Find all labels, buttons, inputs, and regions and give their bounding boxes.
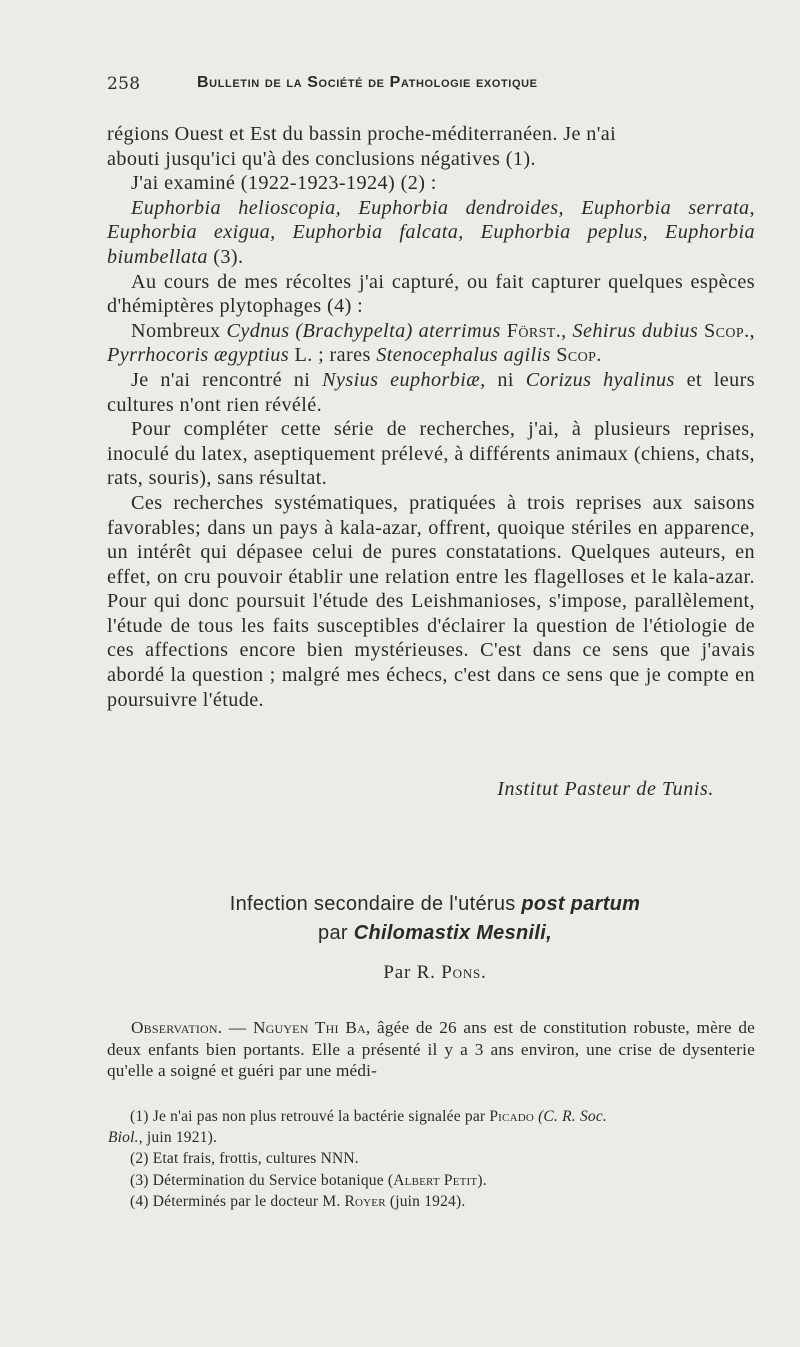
body-text — [107, 122, 755, 712]
text: , juin 1921). — [138, 1129, 218, 1147]
footnote-ref: Biol. — [108, 1129, 139, 1147]
author-abbrev: Först., — [500, 319, 573, 342]
species-list: Euphorbia helioscopia, Euphorbia dendroides, Euphorbia serrata, Euphorbia exigua, Euphorbia falcata, Euphorbia peplus, Euphorbia biumbellata — [107, 196, 755, 268]
footnote-2: (2) Etat frais, frottis, cultures NNN. — [130, 1150, 359, 1168]
text: (1) Je n'ai pas non plus retrouvé la bactérie signalée par — [130, 1108, 490, 1125]
species: Nysius euphorbiæ, — [322, 368, 486, 391]
text: ni — [485, 368, 526, 391]
text: et leurs cultures n'ont rien révélé. — [107, 368, 756, 416]
paragraph: Au cours de mes récoltes j'ai capturé, ou fait capturer quelques espèces d'hémiptères plytophages (4) : — [107, 270, 755, 318]
species: Cydnus (Brachypelta) aterrimus — [226, 319, 501, 342]
patient-name: Nguyen Thi Ba — [252, 1018, 366, 1037]
text: (4) Déterminés par le docteur M. — [130, 1192, 345, 1210]
paragraph-species-list — [107, 196, 755, 270]
text: , âgée de 26 ans est de constitution robuste, mère de deux enfants bien portants. Elle a présenté il y a 3 ans environ, une crise de dysenterie qu'elle a soigné et guéri par une médi- — [107, 1018, 755, 1080]
paragraph-line: abouti jusqu'ici qu'à des conclusions négatives (1). — [107, 147, 536, 170]
observation-paragraph — [107, 1017, 755, 1082]
article-title — [150, 890, 720, 948]
observation-label: Observation. — [131, 1018, 223, 1037]
footnote-name: Picado — [489, 1108, 534, 1125]
running-header — [107, 74, 667, 100]
text: (3) Détermination du Service botanique ( — [130, 1171, 394, 1189]
observation-text — [107, 1017, 755, 1082]
paragraph: J'ai examiné (1922-1923-1924) (2) : — [131, 172, 437, 195]
title-part: Infection secondaire de l'utérus — [229, 893, 522, 915]
footnote-ref: (C. R. Soc. — [534, 1108, 607, 1125]
author-abbrev: L. ; rares — [289, 344, 377, 367]
species: Sehirus dubius — [572, 319, 699, 342]
text: ). — [477, 1171, 487, 1189]
author-name: R. Pons. — [416, 962, 487, 983]
text: Nombreux — [131, 319, 227, 342]
paragraph-line: régions Ouest et Est du bassin proche-méditerranéen. Je n'ai — [107, 123, 617, 145]
paragraph-continued — [107, 122, 755, 171]
species: Pyrrhocoris ægyptius — [107, 344, 290, 367]
title-part: par — [318, 922, 354, 944]
text: (juin 1924). — [385, 1192, 466, 1210]
footnote-3 — [130, 1170, 755, 1191]
article-author — [150, 962, 720, 984]
text: Je n'ai rencontré ni — [131, 368, 323, 391]
journal-title: Bulletin de la Société de Pathologie exotique — [197, 74, 538, 91]
species: Corizus hyalinus — [525, 368, 675, 391]
signature: Institut Pasteur de Tunis. — [497, 778, 714, 800]
title-part-italic: Chilomastix Mesnili, — [353, 922, 552, 944]
footnote-1-cont — [108, 1127, 755, 1148]
author-prefix: Par — [383, 962, 417, 983]
text: — — [222, 1018, 253, 1037]
author-abbrev: Scop., — [698, 319, 755, 342]
species: Stenocephalus agilis — [376, 344, 551, 367]
note-ref: (3). — [207, 245, 244, 268]
page-number: 258 — [107, 74, 141, 94]
footnotes — [108, 1106, 755, 1212]
paragraph: Pour compléter cette série de recherches, j'ai, à plusieurs reprises, inoculé du latex, aseptiquement prélevé, à différents animaux (chiens, chats, rats, souris), sans résultat. — [107, 418, 755, 490]
paragraph-hemiptera — [107, 319, 755, 368]
footnote-name: Royer — [344, 1192, 386, 1210]
paragraph: Ces recherches systématiques, pratiquées à trois reprises aux saisons favorables; dans un pays à kala-azar, offrent, quoique stériles en apparence, un intérêt qui dépasee celui de pures constatations. Quelques auteurs, en effet, on cru pouvoir établir une relation entre les flagelloses et le kala-azar. Pour qui donc poursuit l'étude des Leishmanioses, s'impose, parallèlement, l'étude de tous les faits susceptibles d'éclairer la question de l'étiologie de ces affections encore bien mystérieuses. C'est dans ce sens que j'avais abordé la question ; malgré mes échecs, c'est dans ce sens que je compte en poursuivre l'étude. — [107, 491, 755, 711]
footnote-name: Albert Petit — [393, 1171, 478, 1189]
paragraph — [107, 368, 755, 417]
title-part-italic: post partum — [521, 893, 641, 915]
author-abbrev: Scop. — [550, 344, 602, 367]
footnote-1 — [130, 1106, 755, 1127]
footnote-4 — [130, 1191, 755, 1212]
